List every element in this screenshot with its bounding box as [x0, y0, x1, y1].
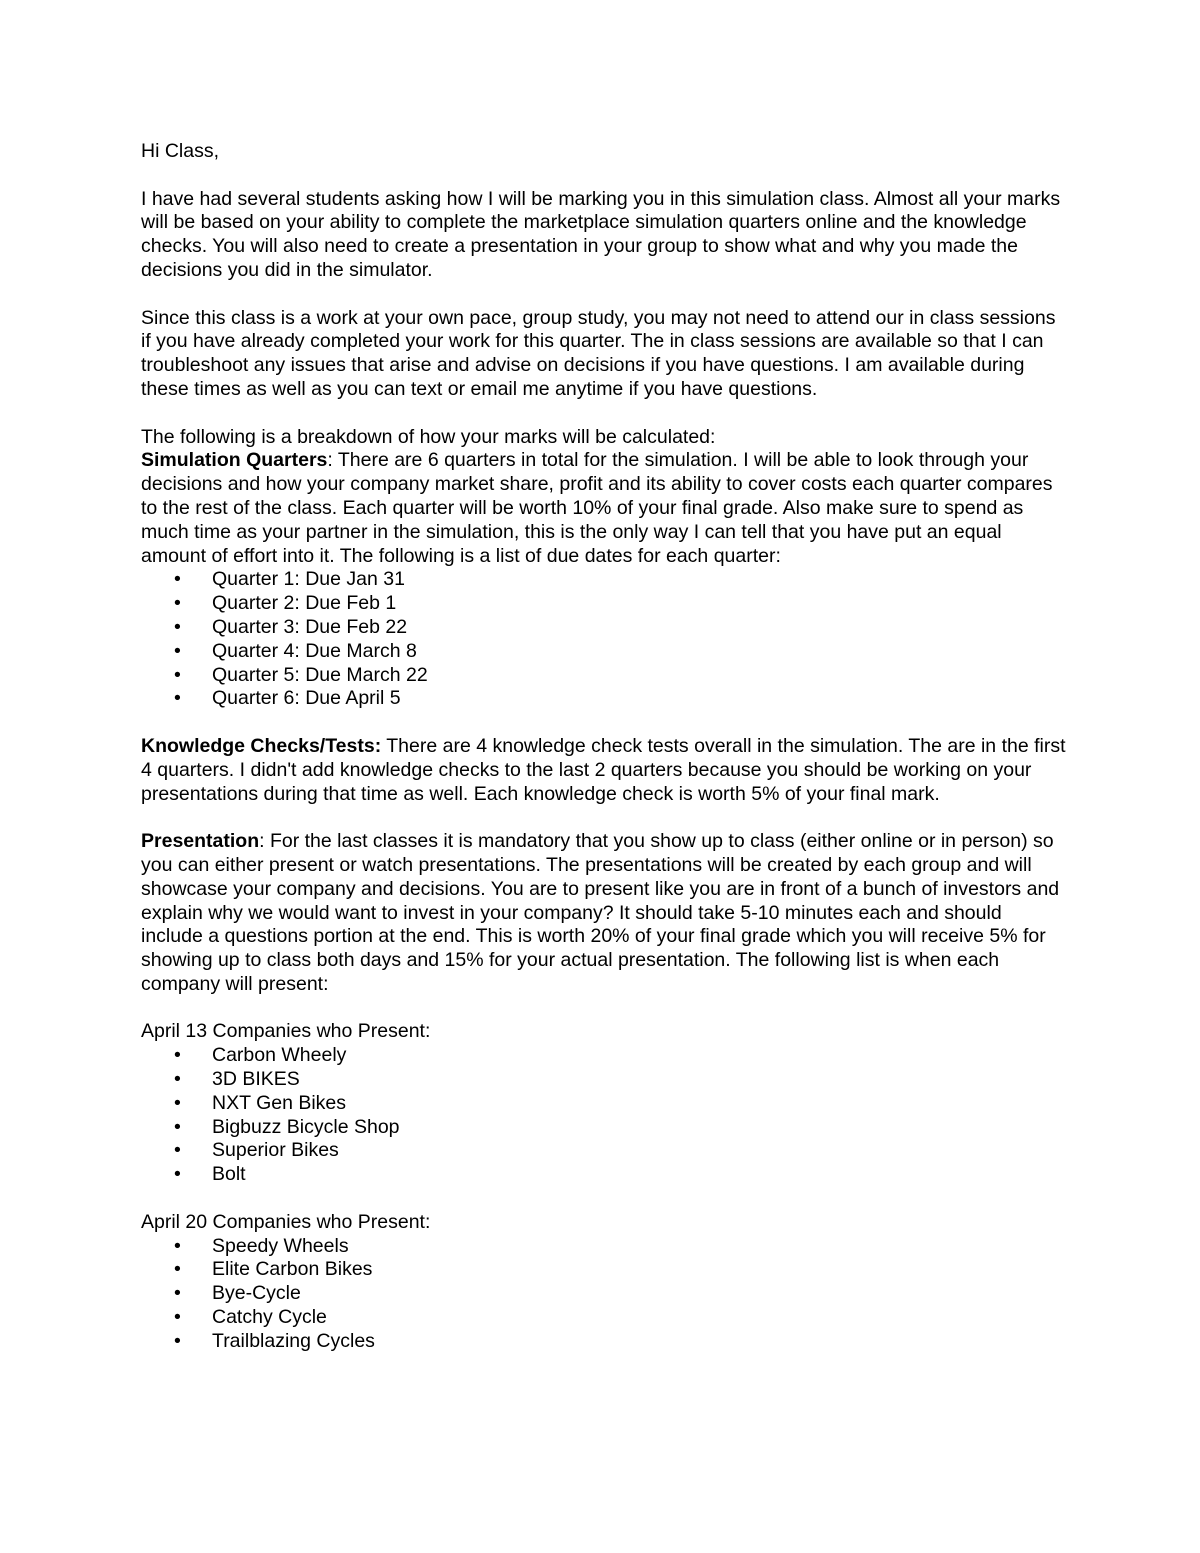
april13-companies-list — [141, 1044, 1066, 1187]
list-item: • Quarter 4: Due March 8 — [141, 640, 1066, 664]
list-item: • Quarter 5: Due March 22 — [141, 664, 1066, 688]
spacer — [141, 402, 1066, 426]
spacer — [141, 283, 1066, 307]
april20-companies-list — [141, 1235, 1066, 1354]
list-item: • Bye-Cycle — [141, 1282, 1066, 1306]
simulation-heading: Simulation Quarters — [141, 449, 328, 472]
presentation-heading: Presentation — [141, 830, 260, 853]
simulation-section — [141, 449, 1066, 568]
list-item: • Bigbuzz Bicycle Shop — [141, 1116, 1066, 1140]
knowledge-heading: Knowledge Checks/Tests: — [141, 734, 382, 757]
april20-heading: April 20 Companies who Present: — [141, 1210, 431, 1233]
list-item: • 3D BIKES — [141, 1068, 1066, 1092]
presentation-section — [141, 830, 1066, 997]
quarter-due-dates-list — [141, 568, 1066, 711]
list-item: • Quarter 6: Due April 5 — [141, 687, 1066, 711]
spacer — [141, 997, 1066, 1021]
list-item: • Superior Bikes — [141, 1139, 1066, 1163]
spacer — [141, 164, 1066, 188]
breakdown-intro: The following is a breakdown of how your marks will be calculated: — [141, 425, 716, 448]
presentation-body: : For the last classes it is mandatory that you show up to class (either online or in person) so you can either present or watch presentations. The presentations will be created by each group and will showcase your company and decisions. You are to present like you are in front of a bunch of investors and explain why we would want to invest in your company? It should take 5-10 minutes each and should include a questions portion at the end. This is worth 20% of your final grade which you will receive 5% for showing up to class both days and 15% for your actual presentation. The following list is when each company will present: — [141, 830, 1060, 995]
list-item: • Trailblazing Cycles — [141, 1330, 1066, 1354]
list-item: • NXT Gen Bikes — [141, 1092, 1066, 1116]
knowledge-body: There are 4 knowledge check tests overall in the simulation. The are in the first 4 quarters. I didn't add knowledge checks to the last 2 quarters because you should be working on your presentations during that time as well. Each knowledge check is worth 5% of your final mark. — [141, 734, 1066, 805]
spacer — [141, 806, 1066, 830]
list-item: • Elite Carbon Bikes — [141, 1258, 1066, 1282]
document-page — [141, 140, 1066, 1354]
list-item: • Quarter 3: Due Feb 22 — [141, 616, 1066, 640]
list-item: • Quarter 2: Due Feb 1 — [141, 592, 1066, 616]
spacer — [141, 1187, 1066, 1211]
simulation-body: : There are 6 quarters in total for the simulation. I will be able to look through your decisions and how your company market share, profit and its ability to cover costs each quarter compares to the rest of the class. Each quarter will be worth 10% of your final grade. Also make sure to spend as much time as your partner in the simulation, this is the only way I can tell that you have put an equal amount of effort into it. The following is a list of due dates for each quarter: — [141, 449, 1053, 567]
list-item: • Carbon Wheely — [141, 1044, 1066, 1068]
list-item: • Quarter 1: Due Jan 31 — [141, 568, 1066, 592]
april13-heading: April 13 Companies who Present: — [141, 1020, 431, 1043]
spacer — [141, 711, 1066, 735]
list-item: • Speedy Wheels — [141, 1235, 1066, 1259]
sessions-paragraph: Since this class is a work at your own pace, group study, you may not need to attend our in class sessions if you have already completed your work for this quarter. The in class sessions are available so that I can troubleshoot any issues that arise and advise on decisions if you have questions. I am available during these times as well as you can text or email me anytime if you have questions. — [141, 306, 1056, 400]
intro-paragraph: I have had several students asking how I will be marking you in this simulation class. Almost all your marks will be based on your ability to complete the marketplace simulation quarters online and the knowledge checks. You will also need to create a presentation in your group to show what and why you made the decisions you did in the simulator. — [141, 187, 1061, 281]
list-item: • Catchy Cycle — [141, 1306, 1066, 1330]
list-item: • Bolt — [141, 1163, 1066, 1187]
knowledge-section — [141, 735, 1066, 806]
greeting: Hi Class, — [141, 140, 220, 162]
